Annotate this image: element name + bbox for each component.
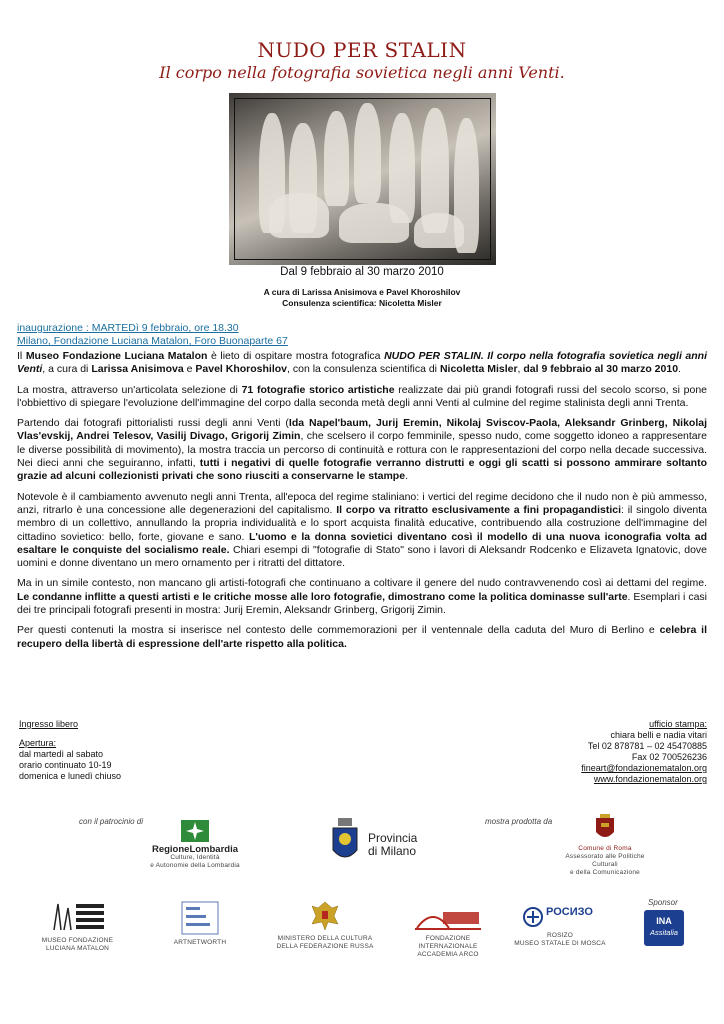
photo-figure [339,203,409,243]
press-phone: Tel 02 878781 – 02 45470885 [587,741,707,751]
regione-name: RegioneLombardia [151,844,239,855]
matalon-emblem [48,898,108,934]
consultant-line: Consulenza scientifica: Nicoletta Misler [282,298,442,308]
closed-days: domenica e lunedì chiuso [19,771,122,781]
roma-line1: Comune di Roma [578,845,632,852]
artnetworth-name: ARTNETWORTH [173,939,227,946]
arco-emblem [413,902,483,932]
rosizo-emblem [522,906,544,928]
rosizo-logo-text: РОСИЗО [546,906,593,918]
ministero-line1: MINISTERO DELLA CULTURA [277,935,373,942]
accademia-arco-logo [398,902,498,959]
paragraph-censorship: Ma in un simile contesto, non mancano gli artisti-fotografi che continuano a coltivare il genere del nudo contravvenendo così ai dettami del regime. Le condanne inflitte a questi artisti e le critiche mosse alle loro fotografie, dimostrano come la politica dominasse sull'arte. Esemplari i casi dei tre principali fotografi presenti in mostra: Jurij Eremin, Aleksandr Grinberg, Grigorij Zimin. [17,577,708,617]
provincia-milano-logo [328,818,428,868]
regione-lombardia-logo [140,819,250,870]
arco-line2: ACCADEMIA ARCO [417,951,479,958]
artnetworth-logo [165,900,235,947]
matalon-line2: LUCIANA MATALON [45,945,110,952]
paragraph-thirties: Notevole è il cambiamento avvenuto negli anni Trenta, all'epoca del regime staliniano: i vertici del regime decidono che il nudo non è più ammesso, anzi, ritrarlo è una concessione alle degenerazioni del capitalismo. Il corpo va ritratto esclusivamente a fini propagandistici: il singolo diventa membro di un collettivo, annullando la propria individualità e lo sport acquista finalità educative, contribuendo alla costruzione dell'immagine del cittadino sovietico: bello, forte, giovane e sano. L'uomo e la donna sovietici diventano così il modello di una nuova iconografia volta ad esaltare le conquiste del socialismo reale. Chiari esempi di "fotografie di Stato" sono i lavori di Aleksandr Rodcenko e Elizaveta Ignatovic, dove uomini e donne diventano un mero ornamento per i ritratti del dittatore. [17,490,707,570]
opening-label: Apertura: [19,738,57,748]
press-release-body [17,350,707,658]
press-email-link[interactable]: fineart@fondazionematalon.org [581,763,707,773]
rosizo-logo [510,904,610,948]
museo-matalon-logo [40,898,115,953]
opening-days: dal martedì al sabato [19,749,104,759]
roma-crest-icon [594,814,616,842]
provincia-line2: di Milano [368,844,417,858]
roma-line2: Assessorato alle Politiche Culturali [565,853,645,868]
curator-line: A cura di Larissa Anisimova e Pavel Khoroshilov [263,287,461,297]
assitalia-mark: INA [656,916,672,926]
roma-line3: e della Comunicazione [570,869,640,876]
rosizo-line2: MUSEO STATALE DI MOSCA [514,940,606,947]
assitalia-name: Assitalia [650,928,678,937]
paragraph-selection: La mostra, attraverso un'articolata selezione di 71 fotografie storico artistiche realizzate dai più grandi fotografi russi del secolo scorso, si pone l'obbiettivo di spiegare l'evoluzione dell'immagine del corpo dalla seconda metà degli anni Venti al culmine del regime stalinista degli anni Trenta. [17,383,707,409]
exhibition-dates: Dal 9 febbraio al 30 marzo 2010 [280,266,444,278]
russian-eagle-icon [310,898,340,932]
photo-figure [324,111,349,206]
visitor-info [19,719,121,782]
entry-label: Ingresso libero [19,719,79,729]
press-names: chiara belli e nadia vitari [610,730,707,740]
artnetworth-emblem [180,900,220,936]
sponsor-label: Sponsor [648,898,678,907]
photo-figure [354,103,381,203]
paragraph-intro: Il Museo Fondazione Luciana Matalon è lieto di ospitare mostra fotografica NUDO PER STALIN. Il corpo nella fotografia sovietica negli anni Venti, a cura di Larissa Anisimova e Pavel Khoroshilov, con la consulenza scientifica di Nicoletta Misler, dal 9 febbraio al 30 marzo 2010. [17,350,708,376]
ministero-cultura-logo [275,898,375,951]
photo-figure [269,193,329,238]
regione-lombardia-emblem [180,819,210,843]
matalon-line1: MUSEO FONDAZIONE [41,937,114,944]
photo-figure [414,213,464,248]
exhibition-photo [229,93,496,265]
location-link[interactable]: Milano, Fondazione Luciana Matalon, Foro Buonaparte 67 [17,335,288,347]
regione-line2: e Autonomie della Lombardia [150,862,240,869]
paragraph-photographers: Partendo dai fotografi pittorialisti russi degli anni Venti (Ida Napel'baum, Jurij Eremin, Nikolaj Sviscov-Paola, Aleksandr Grinberg, Nikolaj Vlas'evskij, Andrei Telesov, Vasilij Divago, Grigorij Zimin, che scelsero il corpo femminile, spesso nudo, come soggetto idoneo a rappresentare le diverse possibilità di movimento), la mostra traccia un percorso di continuità e rottura con le rappresentazioni del corpo nella decade successiva. Nei dieci anni che seguiranno, infatti, tutti i negativi di quelle fotografie verranno distrutti e oggi gli scatti si possono ammirare soltanto grazie ad alcuni collezionisti privati che sono riusciti a conservarne le stampe. [17,417,707,483]
page-subtitle: Il corpo nella fotografia sovietica negli anni Venti. [159,63,565,82]
credits [0,287,724,309]
press-fax: Fax 02 700526236 [631,752,707,762]
press-website-link[interactable]: www.fondazionematalon.org [593,774,707,784]
event-links [17,322,288,348]
press-label: ufficio stampa: [649,719,707,729]
produced-by-label: mostra prodotta da [485,817,553,826]
rosizo-line1: ROSIZO [546,932,574,939]
arco-line1: FONDAZIONE INTERNAZIONALE [418,935,478,950]
comune-roma-logo [560,814,650,877]
inauguration-link[interactable]: inaugurazione : MARTEDì 9 febbraio, ore 18.30 [17,322,239,334]
assitalia-logo [644,910,684,946]
regione-line1: Culture, Identità [170,854,220,861]
provincia-line1: Provincia [368,831,418,845]
opening-hours: orario continuato 10-19 [19,760,112,770]
patronage-label: con il patrocinio di [79,817,144,826]
page-title: NUDO PER STALIN [257,38,467,62]
ministero-line2: DELLA FEDERAZIONE RUSSA [276,943,374,950]
paragraph-berlin: Per questi contenuti la mostra si inserisce nel contesto delle commemorazioni per il ventennale della caduta del Muro di Berlino e celebra il recupero della libertà di espressione dell'arte rispetto alla politica. [17,624,707,650]
press-office [581,719,707,785]
provincia-crest-icon [328,818,362,866]
